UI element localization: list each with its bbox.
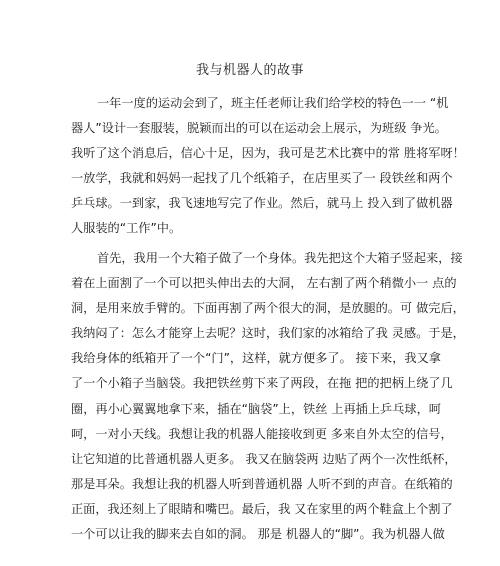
text-line: 器人”设计一套服装，脱颖而出的可以在运动会上展示，为班级 争光。 xyxy=(71,121,447,136)
text-line: 一个可以让我的脚来去自如的洞。 那是 机器人的“脚”。我为机器人做 xyxy=(71,527,445,542)
paragraph-1 xyxy=(71,91,465,242)
text-line: 圈，再小心翼翼地拿下来，插在“脑袋”上，铁丝 上再插上乒乓球，呵 xyxy=(71,401,441,416)
text-line: 我听了这个消息后，信心十足，因为，我可是艺术比赛中的常 胜将军呀！ xyxy=(71,146,465,161)
text-line: 人服装的“工作”中。 xyxy=(71,221,182,236)
text-line: 洞，是用来放手臂的。下面再割了两个很大的洞，是放腿的。可 做完后， xyxy=(71,301,465,316)
paragraph-2 xyxy=(71,246,465,547)
text-line: 我纳闷了：怎么才能穿上去呢？这时，我们家的冰箱给了我 灵感。于是， xyxy=(71,326,465,341)
text-line: 正面，我还刻上了眼睛和嘴巴。最后，我 又在家里的两个鞋盒上个割了 xyxy=(71,501,453,516)
text-line: 我给身体的纸箱开了一个“门”，这样，就方便多了。 接下来，我又拿 xyxy=(71,351,441,366)
text-line: 了一个小箱子当脑袋。我把铁丝剪下来了两段，在拖 把的把柄上绕了几 xyxy=(71,376,453,391)
text-line: 一年一度的运动会到了，班主任老师让我们给学校的特色一一 “机 xyxy=(97,96,449,110)
text-line: 让它知道的比普通机器人更多。 我又在脑袋两 边贴了两个一次性纸杯， xyxy=(71,451,457,466)
text-line: 呵，一对小天线。我想让我的机器人能接收到更 多来自外太空的信号， xyxy=(71,426,453,441)
text-line: 首先，我用一个大箱子做了一个身体。我先把这个大箱子竖起来，接 xyxy=(97,251,463,265)
text-line: 着在上面割了一个可以把头伸出去的大洞， 左右割了两个稍微小一 点的 xyxy=(71,276,457,291)
document-title: 我与机器人的故事 xyxy=(195,63,304,78)
text-line: 那是耳朵。我想让我的机器人听到普通机器 人听不到的声音。在纸箱的 xyxy=(71,476,453,491)
text-line: 乒乓球。一到家，我飞速地写完了作业。然后，就马上 投入到了做机器 xyxy=(71,196,453,211)
text-line: 一放学，我就和妈妈一起找了几个纸箱子，在店里买了一 段铁丝和两个 xyxy=(71,171,453,186)
